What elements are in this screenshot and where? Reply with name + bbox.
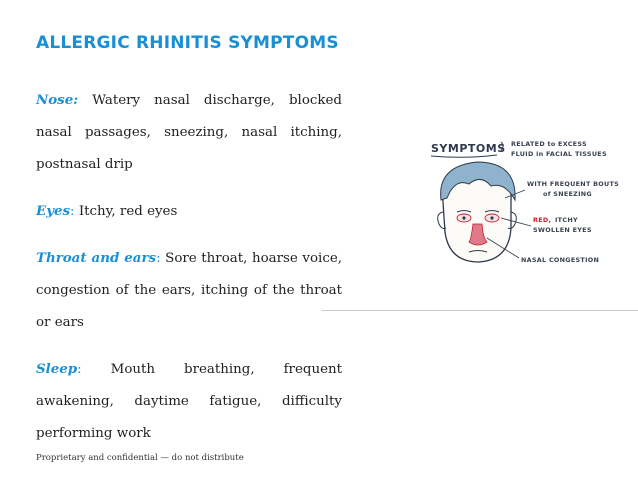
symptom-list — [36, 84, 342, 464]
symptom-text: Itchy, red eyes — [74, 204, 178, 219]
symptom-text: Mouth breathing, frequent awakening, daytime fatigue, difficulty performing work — [36, 362, 342, 441]
note-eyes-red: RED, — [533, 216, 552, 224]
symptom-colon: : — [77, 362, 82, 377]
symptom-eyes — [36, 195, 342, 228]
note-congestion: NASAL CONGESTION — [521, 256, 600, 264]
note-fluid-line1: RELATED to EXCESS — [511, 140, 587, 148]
symptom-colon: : — [73, 92, 79, 108]
symptom-colon: : — [156, 251, 161, 266]
symptom-text: Watery nasal discharge, blocked nasal passages, sneezing, nasal itching, postnasal drip — [36, 93, 342, 172]
symptom-sleep — [36, 353, 342, 450]
symptom-term: Eyes — [36, 203, 71, 219]
symptoms-illustration — [425, 128, 620, 288]
illustration-heading: SYMPTOMS — [431, 142, 506, 155]
symptom-term: Sleep — [36, 361, 78, 377]
symptom-colon: : — [70, 204, 75, 219]
symptom-term: Nose — [36, 92, 74, 108]
divider-line — [322, 310, 638, 311]
symptom-text: Sore throat, hoarse voice, congestion of the ears, itching of the throat or ears — [36, 251, 342, 330]
note-eyes-line1: ITCHY — [555, 216, 578, 224]
symptom-nose — [36, 84, 342, 181]
note-fluid-line2: FLUID in FACIAL TISSUES — [511, 150, 607, 158]
symptom-term: Throat and ears — [36, 250, 157, 266]
note-eyes-line2: SWOLLEN EYES — [533, 226, 592, 234]
heading-underline — [431, 155, 497, 157]
slide-title: ALLERGIC RHINITIS SYMPTOMS — [36, 33, 339, 53]
face-drawing — [438, 162, 517, 262]
footer-disclaimer: Proprietary and confidential — do not distribute — [36, 453, 244, 463]
symptom-throat-ears — [36, 242, 342, 339]
note-sneezing-line1: WITH FREQUENT BOUTS — [527, 180, 620, 188]
note-sneezing-line2: of SNEEZING — [543, 190, 592, 198]
